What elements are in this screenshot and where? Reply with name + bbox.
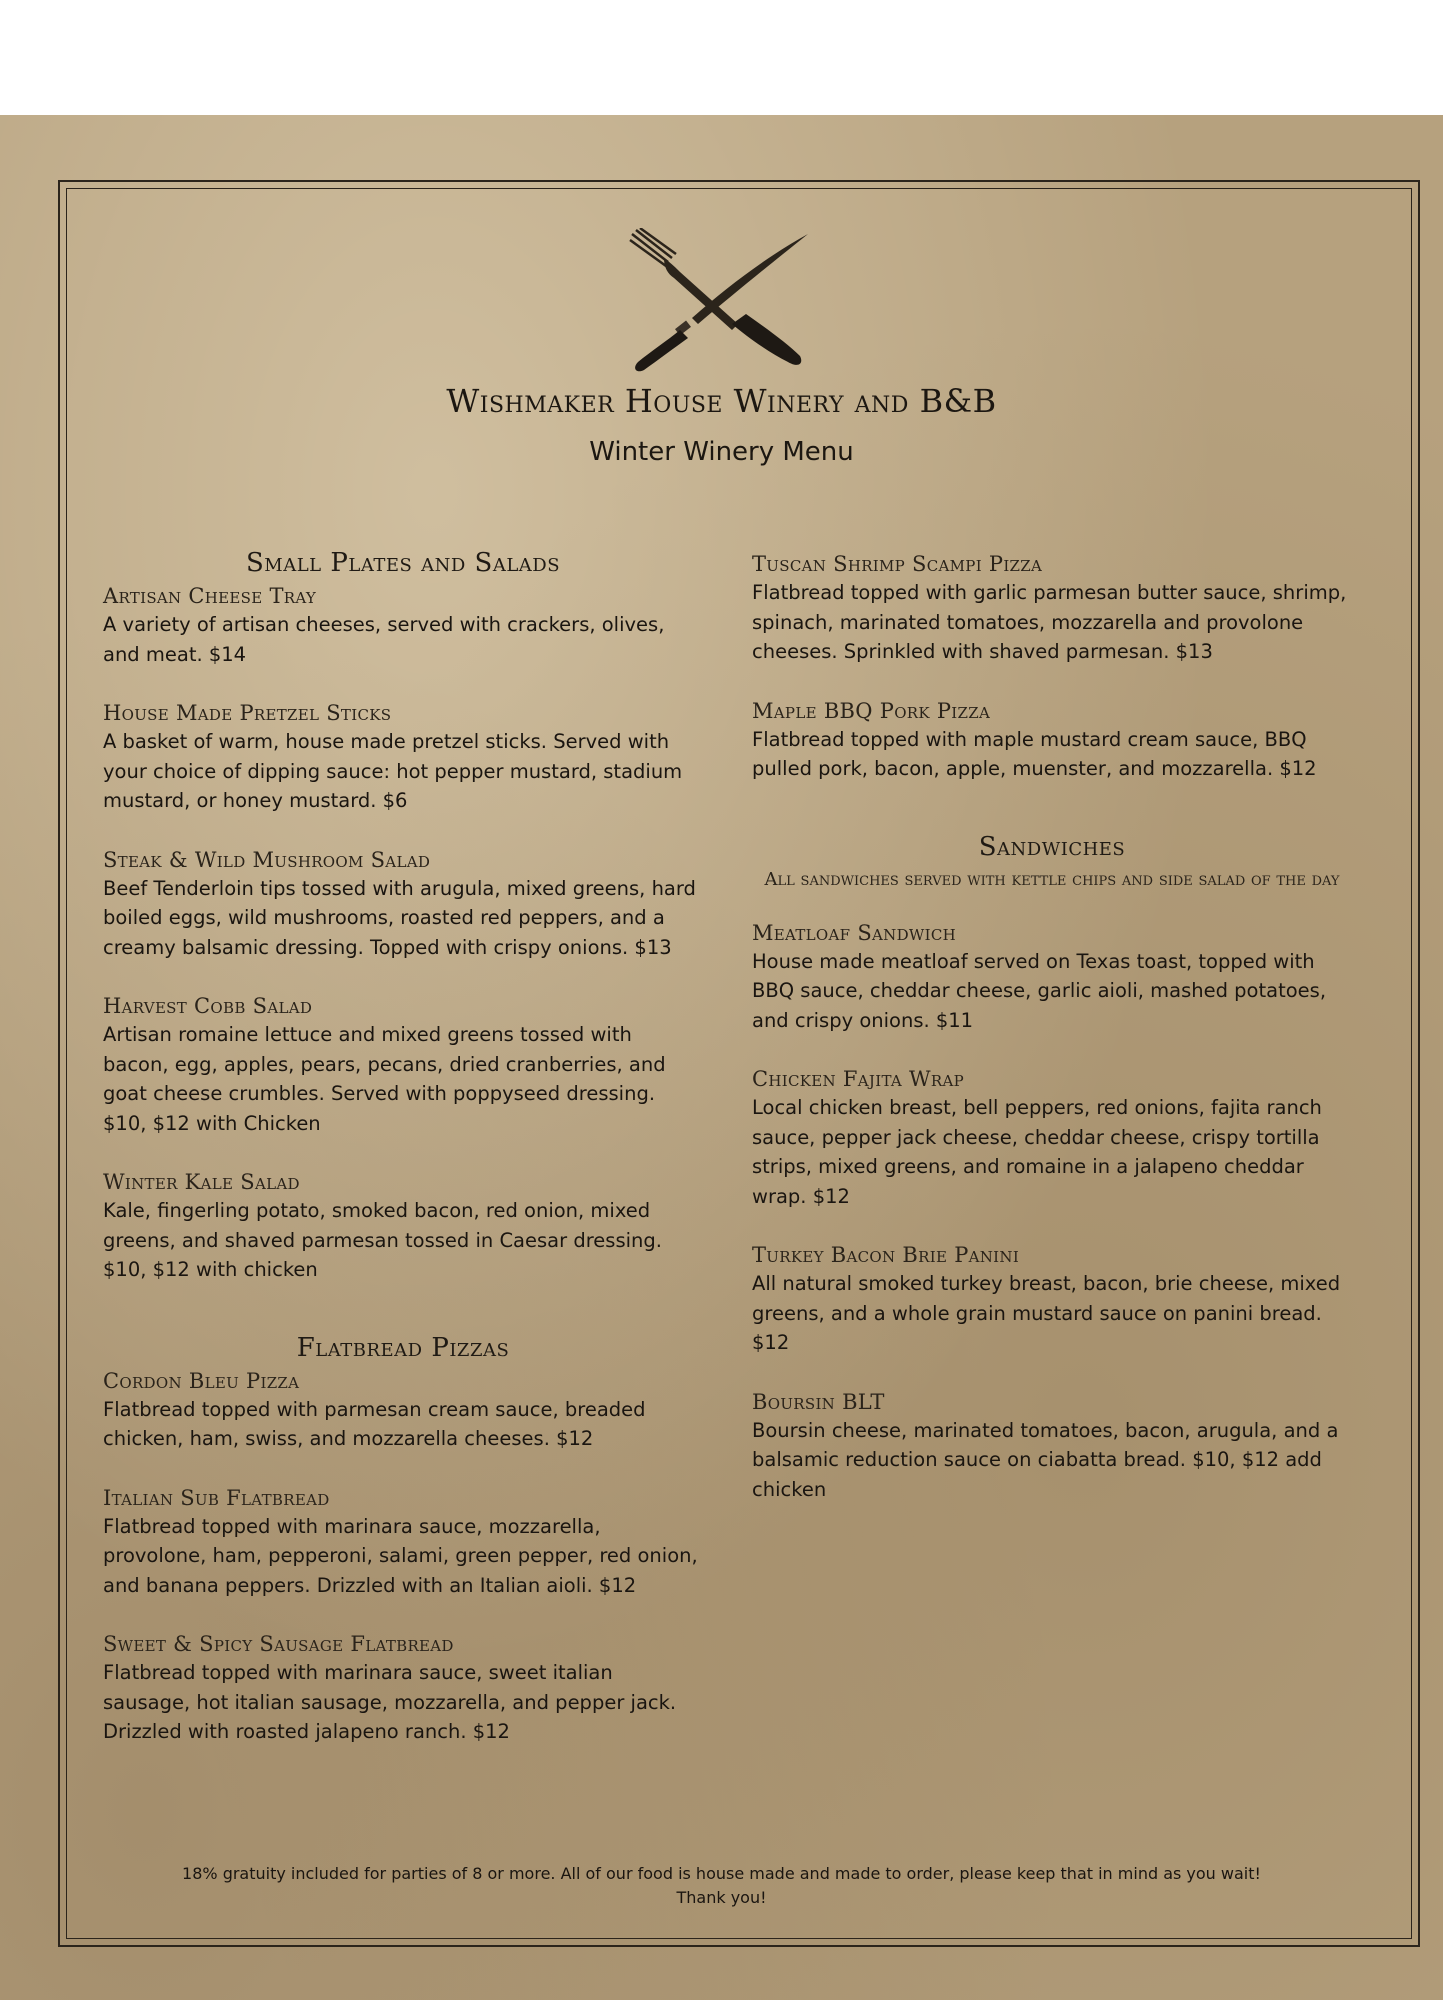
menu-item (752, 1065, 1352, 1211)
item-description: Flatbread topped with parmesan cream sauce, breaded chicken, ham, swiss, and mozzarella cheeses. $12 (103, 1397, 646, 1450)
item-name: Harvest Cobb Salad (103, 994, 313, 1018)
section-heading-sandwiches: Sandwiches (978, 831, 1126, 862)
item-name: Maple BBQ Pork Pizza (752, 698, 991, 723)
menu-item (103, 846, 703, 963)
item-name: Winter Kale Salad (103, 1170, 300, 1194)
left-column (103, 548, 703, 1777)
menu-item (752, 697, 1352, 784)
restaurant-title: Wishmaker House Winery and B&B (446, 382, 997, 420)
gratuity-note: 18% gratuity included for parties of 8 or more. All of our food is house made and made to order, please keep that in mind as you wait! (182, 1864, 1261, 1883)
item-description: Artisan romaine lettuce and mixed greens tossed with bacon, egg, apples, pears, pecans, dried cranberries, and goat cheese crumbles. Served with poppyseed dressing. $10, $12 with Chicken (103, 1023, 666, 1135)
menu-item (752, 919, 1352, 1036)
menu-item (752, 1241, 1352, 1358)
menu-item (103, 1168, 703, 1285)
item-description: Flatbread topped with maple mustard cream sauce, BBQ pulled pork, bacon, apple, muenster, and mozzarella. $12 (752, 727, 1317, 780)
item-name: Steak & Wild Mushroom Salad (103, 847, 431, 872)
menu-item (103, 582, 703, 669)
item-name: Chicken Fajita Wrap (752, 1067, 965, 1091)
item-description: House made meatloaf served on Texas toast, topped with BBQ sauce, cheddar cheese, garlic aioli, mashed potatoes, and crispy onions. $11 (752, 949, 1327, 1032)
item-description: All natural smoked turkey breast, bacon, brie cheese, mixed greens, and a whole grain mustard sauce on panini bread. $12 (752, 1272, 1341, 1354)
menu-item (103, 1367, 703, 1454)
item-description: A variety of artisan cheeses, served with crackers, olives, and meat. $14 (103, 613, 665, 666)
item-description: Local chicken breast, bell peppers, red onions, fajita ranch sauce, pepper jack cheese, cheddar cheese, crispy tortilla strips, mixed greens, and romaine in a jalapeno cheddar wrap. $12 (752, 1096, 1322, 1208)
item-description: Kale, fingerling potato, smoked bacon, red onion, mixed greens, and shaved parmesan tossed in Caesar dressing. $10, $12 with chicken (103, 1199, 662, 1281)
item-name: House Made Pretzel Sticks (103, 701, 392, 725)
menu-item (103, 1484, 703, 1601)
menu-item (752, 550, 1352, 667)
item-name: Artisan Cheese Tray (103, 584, 317, 608)
item-description: Flatbread topped with marinara sauce, mozzarella, provolone, ham, pepperoni, salami, green pepper, red onion, and banana peppers. Drizzled with an Italian aioli. $12 (103, 1514, 698, 1597)
footer-note (90, 1862, 1353, 1910)
item-name: Tuscan Shrimp Scampi Pizza (752, 552, 1043, 576)
menu-subtitle: Winter Winery Menu (589, 437, 854, 467)
item-description: A basket of warm, house made pretzel sticks. Served with your choice of dipping sauce: hot pepper mustard, stadium mustard, or honey mustard. $6 (103, 730, 683, 812)
menu-item (103, 1630, 703, 1747)
menu-item (103, 699, 703, 816)
right-column (752, 550, 1352, 1534)
menu-item (103, 992, 703, 1138)
section-heading-small-plates: Small Plates and Salads (245, 548, 561, 578)
item-name: Cordon Bleu Pizza (103, 1368, 300, 1393)
menu-item (752, 1388, 1352, 1505)
item-name: Sweet & Spicy Sausage Flatbread (103, 1632, 454, 1656)
crossed-fork-and-knife-icon (628, 228, 816, 374)
item-description: Flatbread topped with garlic parmesan butter sauce, shrimp, spinach, marinated tomatoes, mozzarella and provolone cheeses. Sprinkled with shaved parmesan. $13 (752, 581, 1347, 663)
thank-you-note: Thank you! (676, 1888, 767, 1907)
item-name: Meatloaf Sandwich (752, 920, 957, 945)
section-heading-flatbread: Flatbread Pizzas (296, 1332, 510, 1363)
item-name: Italian Sub Flatbread (103, 1485, 330, 1510)
item-description: Boursin cheese, marinated tomatoes, bacon, arugula, and a balsamic reduction sauce on ciabatta bread. $10, $12 add chicken (752, 1418, 1339, 1501)
item-name: Turkey Bacon Brie Panini (752, 1243, 1020, 1267)
item-description: Beef Tenderloin tips tossed with arugula, mixed greens, hard boiled eggs, wild mushrooms, roasted red peppers, and a creamy balsamic dressing. Topped with crispy onions. $13 (103, 876, 696, 959)
fork-icon (630, 228, 801, 365)
item-name: Boursin BLT (752, 1389, 885, 1414)
sandwiches-note: All sandwiches served with kettle chips and side salad of the day (764, 868, 1340, 890)
item-description: Flatbread topped with marinara sauce, sweet italian sausage, hot italian sausage, mozzarella, and pepper jack. Drizzled with roasted jalapeno ranch. $12 (103, 1661, 677, 1743)
